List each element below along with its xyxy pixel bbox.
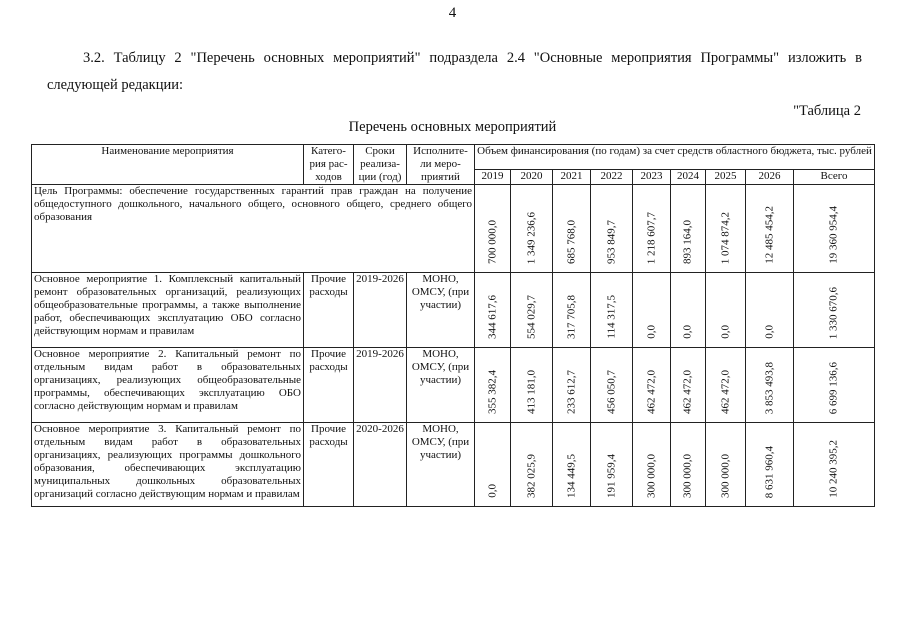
value-cell bbox=[746, 185, 794, 273]
goal-text: Цель Программы: обеспечение государственных гарантий прав граждан на получение общедоступного дошкольного, начального общего, основного общего, среднего общего образования bbox=[32, 185, 475, 273]
value-text: 6 699 136,6 bbox=[827, 361, 840, 414]
header-year-2019: 2019 bbox=[475, 170, 511, 185]
value-text: 300 000,0 bbox=[719, 454, 731, 498]
page-number: 4 bbox=[448, 5, 457, 21]
header-year-2022: 2022 bbox=[591, 170, 633, 185]
value-cell bbox=[633, 185, 671, 273]
value-cell bbox=[633, 273, 671, 348]
value-cell bbox=[706, 185, 746, 273]
value-text: 0,0 bbox=[681, 325, 694, 339]
measure-executor: МОНО, ОМСУ, (при участии) bbox=[407, 348, 475, 423]
measure-category: Прочие расходы bbox=[304, 423, 354, 507]
header-executor: Исполните-ли меро-приятий bbox=[407, 145, 475, 185]
header-year-2026: 2026 bbox=[746, 170, 794, 185]
value-cell bbox=[706, 273, 746, 348]
measure-terms: 2019-2026 bbox=[354, 273, 407, 348]
measure-terms: 2020-2026 bbox=[354, 423, 407, 507]
value-text: 1 074 874,2 bbox=[719, 211, 731, 264]
value-text: 0,0 bbox=[763, 325, 775, 339]
value-cell bbox=[746, 423, 794, 507]
value-cell bbox=[706, 348, 746, 423]
value-text: 1 349 236,6 bbox=[525, 211, 537, 264]
value-cell bbox=[553, 423, 591, 507]
value-text: 3 853 493,8 bbox=[763, 361, 775, 414]
header-year-2025: 2025 bbox=[706, 170, 746, 185]
header-year-2023: 2023 bbox=[633, 170, 671, 185]
value-cell bbox=[475, 185, 511, 273]
value-text: 0,0 bbox=[486, 484, 498, 498]
table-label: "Таблица 2 bbox=[793, 103, 861, 119]
value-text: 300 000,0 bbox=[681, 454, 694, 498]
value-text: 0,0 bbox=[645, 325, 657, 339]
value-text: 554 029,7 bbox=[525, 295, 537, 339]
value-text: 19 360 954,4 bbox=[827, 206, 840, 264]
value-text: 685 768,0 bbox=[565, 220, 577, 264]
value-text: 191 959,4 bbox=[605, 454, 617, 498]
value-text: 1 218 607,7 bbox=[645, 211, 657, 264]
value-cell bbox=[633, 423, 671, 507]
value-cell bbox=[475, 423, 511, 507]
header-year-2021: 2021 bbox=[553, 170, 591, 185]
value-text: 300 000,0 bbox=[645, 454, 657, 498]
value-cell bbox=[511, 185, 553, 273]
value-cell bbox=[511, 348, 553, 423]
header-year-2024: 2024 bbox=[671, 170, 706, 185]
table-row-measure-3 bbox=[32, 423, 875, 507]
value-cell bbox=[511, 273, 553, 348]
value-text: 413 181,0 bbox=[525, 370, 537, 414]
header-financing: Объем финансирования (по годам) за счет средств областного бюджета, тыс. рублей bbox=[475, 145, 875, 170]
measure-executor: МОНО, ОМСУ, (при участии) bbox=[407, 423, 475, 507]
value-cell bbox=[706, 423, 746, 507]
value-cell bbox=[591, 185, 633, 273]
value-cell-total bbox=[794, 423, 875, 507]
measure-name: Основное мероприятие 2. Капитальный ремонт по отдельным видам работ в образовательных организациях, реализующих общеобразовательные программы, обеспечивающих эксплуатацию ОБО согласно действующим нормам и правилам bbox=[32, 348, 304, 423]
measure-name: Основное мероприятие 1. Комплексный капитальный ремонт образовательных организаций, реализующих общеобразовательные программы, а также выполнение работ, обеспечивающих эксплуатацию ОБО согласно действующим нормам и правилам bbox=[32, 273, 304, 348]
table-title: Перечень основных мероприятий bbox=[348, 119, 557, 135]
value-cell bbox=[591, 348, 633, 423]
value-text: 355 382,4 bbox=[486, 370, 498, 414]
value-text: 462 472,0 bbox=[645, 370, 657, 414]
value-cell-total bbox=[794, 348, 875, 423]
value-cell bbox=[475, 348, 511, 423]
value-cell bbox=[746, 348, 794, 423]
value-cell bbox=[475, 273, 511, 348]
value-cell bbox=[671, 273, 706, 348]
value-text: 8 631 960,4 bbox=[763, 445, 775, 498]
intro-paragraph: 3.2. Таблицу 2 "Перечень основных мероприятий" подраздела 2.4 "Основные мероприятия Программы" изложить в следующей редакции: bbox=[47, 50, 862, 93]
value-cell bbox=[671, 348, 706, 423]
header-total: Всего bbox=[794, 170, 875, 185]
measure-executor: МОНО, ОМСУ, (при участии) bbox=[407, 273, 475, 348]
value-cell bbox=[511, 423, 553, 507]
value-text: 1 330 670,6 bbox=[827, 286, 840, 339]
value-text: 233 612,7 bbox=[565, 370, 577, 414]
value-cell bbox=[553, 273, 591, 348]
table-row-goal bbox=[32, 185, 875, 273]
value-text: 382 025,9 bbox=[525, 454, 537, 498]
value-text: 456 050,7 bbox=[605, 370, 617, 414]
value-text: 893 164,0 bbox=[681, 220, 694, 264]
value-cell bbox=[553, 185, 591, 273]
value-cell bbox=[671, 423, 706, 507]
value-text: 317 705,8 bbox=[565, 295, 577, 339]
header-terms: Сроки реализа-ции (год) bbox=[354, 145, 407, 185]
value-text: 344 617,6 bbox=[486, 295, 498, 339]
value-text: 700 000,0 bbox=[486, 220, 498, 264]
value-text: 462 472,0 bbox=[681, 370, 694, 414]
measure-category: Прочие расходы bbox=[304, 273, 354, 348]
value-cell bbox=[633, 348, 671, 423]
value-cell bbox=[553, 348, 591, 423]
table-row-measure-1 bbox=[32, 273, 875, 348]
value-cell bbox=[591, 273, 633, 348]
value-cell bbox=[746, 273, 794, 348]
value-text: 12 485 454,2 bbox=[763, 206, 775, 264]
value-text: 134 449,5 bbox=[565, 454, 577, 498]
measures-table bbox=[31, 144, 875, 507]
header-name: Наименование мероприятия bbox=[32, 145, 304, 185]
measure-name: Основное мероприятие 3. Капитальный ремонт по отдельным видам работ в образовательных организациях, реализующих программы дошкольного образования, обеспечивающих эксплуатацию муниципальных дошкольных образовательных организаций согласно действующим нормам и правилам bbox=[32, 423, 304, 507]
table-row-measure-2 bbox=[32, 348, 875, 423]
value-cell bbox=[591, 423, 633, 507]
value-text: 0,0 bbox=[719, 325, 731, 339]
measure-category: Прочие расходы bbox=[304, 348, 354, 423]
value-cell bbox=[671, 185, 706, 273]
header-row bbox=[32, 145, 875, 170]
value-text: 953 849,7 bbox=[605, 220, 617, 264]
measure-terms: 2019-2026 bbox=[354, 348, 407, 423]
header-year-2020: 2020 bbox=[511, 170, 553, 185]
value-cell-total bbox=[794, 185, 875, 273]
header-category: Катего-рия рас-ходов bbox=[304, 145, 354, 185]
value-text: 462 472,0 bbox=[719, 370, 731, 414]
value-text: 10 240 395,2 bbox=[827, 440, 840, 498]
value-cell-total bbox=[794, 273, 875, 348]
value-text: 114 317,5 bbox=[605, 295, 617, 339]
